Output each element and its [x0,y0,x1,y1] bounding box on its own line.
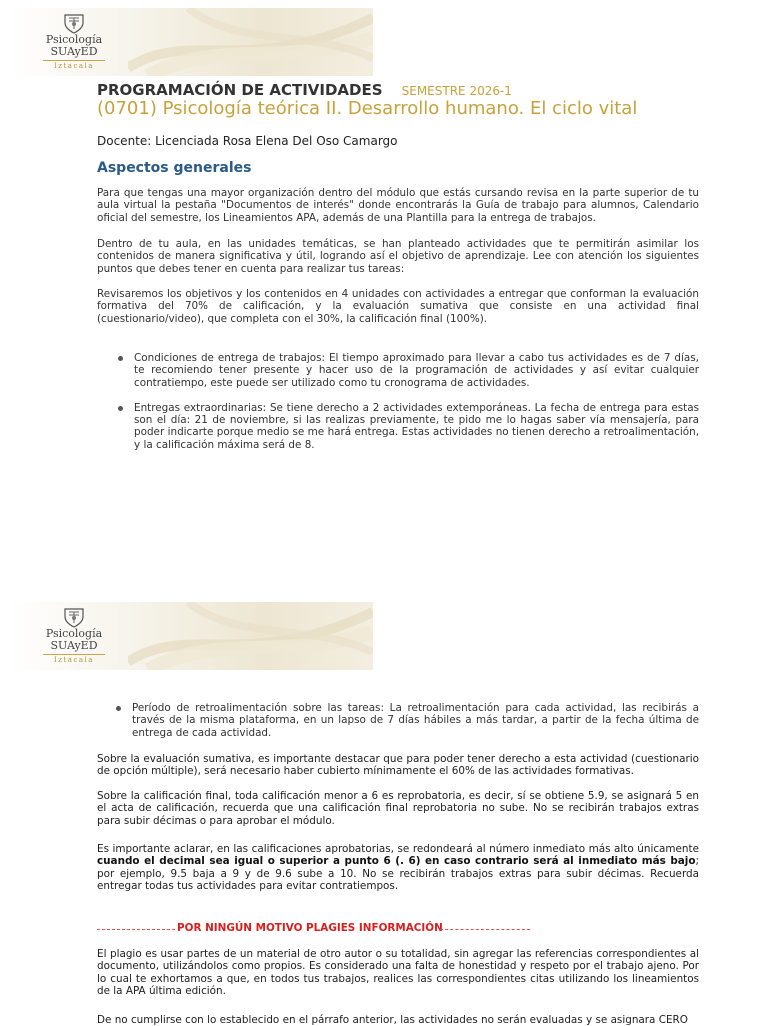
bullet-list-1 [118,352,699,451]
paragraph-evaluation: Revisaremos los objetivos y los contenidos en 4 unidades con actividades a entregar que conforman la evaluación formativa del 70% de calificación, y la evaluación sumativa que consiste en una actividad final (cuestionario/video), que completa con el 30%, la calificación final (100%). [97,288,699,325]
page-title: PROGRAMACIÓN DE ACTIVIDADES [97,81,383,99]
bullet-dot [116,706,121,711]
plagiarism-warning [97,922,537,936]
course-subtitle: (0701) Psicología teórica II. Desarrollo humano. El ciclo vital [97,98,638,119]
bullet-text: Condiciones de entrega de trabajos: El tiempo aproximado para llevar a cabo tus actividades es de 7 días, te recomiendo tener presente y hacer uso de la programación de actividades y así evitar cualquier contratiempo, este puede ser utilizado como tu cronograma de actividades. [134,352,699,389]
unam-crest-icon [62,12,86,34]
paragraph-activities: Dentro de tu aula, en las unidades temáticas, se han planteado actividades que te permitirán asimilar los contenidos de manera significativa y útil, logrando así el objetivo de aprendizaje. Lee con atención los siguientes puntos que debes tener en cuenta para realizar tus tareas: [97,238,699,275]
logo-divider [43,60,105,61]
psicologia-suayed-logo [36,606,112,664]
bullet-text: Período de retroalimentación sobre las tareas: La retroalimentación para cada actividad, las recibirás a través de la misma plataforma, en un lapso de 7 días hábiles a más tardar, a partir de la fecha última de entrega de cada actividad. [132,702,699,739]
logo-text-psicologia: Psicología [45,627,103,640]
logo-divider [43,654,105,655]
section-heading: Aspectos generales [97,160,252,176]
rounding-text-end: ; por ejemplo, 9.5 baja a 9 y de 9.6 sube a 10. No se recibirán trabajos extras para subir décimas. Recuerda entregar todas tus actividades para evitar contratiempos. [97,855,699,892]
header-banner [8,8,373,76]
unam-crest-icon [62,606,86,628]
bullet-text: Entregas extraordinarias: Se tiene derecho a 2 actividades extemporáneas. La fecha de entrega para estas son el día: 21 de noviembre, si las realizas previamente, te pido me lo hagas saber vía mensajería, para poder indicarte porque medio se me hará entrega. Estas actividades no tienen derecho a retroalimentación, y la calificación máxima será de 8. [134,401,699,451]
warning-text: POR NINGÚN MOTIVO PLAGIES INFORMACIÓN [177,922,443,934]
logo-text-suayed: SUAyED [50,45,98,58]
paragraph-documents: Para que tengas una mayor organización dentro del módulo que estás cursando revisa en la parte superior de tu aula virtual la pestaña "Documentos de interés" donde encontrarás la Guía de trabajo para alumnos, Calendario oficial del semestre, los Lineamientos APA, además de una Plantilla para la entrega de trabajos. [97,187,699,224]
warning-line-left [97,929,175,930]
logo-text-iztacala: Iztacala [54,62,94,70]
bullet-dot [118,406,123,411]
rounding-rule-bold: cuando el decimal sea igual o superior a punto 6 (. 6) en caso contrario será al inmediato más bajo [97,855,696,868]
logo-text-psicologia: Psicología [45,33,103,46]
logo-text-iztacala: Iztacala [54,656,94,664]
bullet-dot [118,356,123,361]
list-item [118,402,699,451]
paragraph-final-grade: Sobre la calificación final, toda calificación menor a 6 es reprobatoria, es decir, sí se obtiene 5.9, se asignará 5 en el acta de calificación, recuerda que una calificación final reprobatoria no sube. No se recibirán trabajos extras para subir décimas o para aprobar el módulo. [97,790,699,827]
paragraph-rounding [97,843,699,892]
bullet-list-2 [116,702,699,739]
list-item [118,352,699,389]
title-row [97,80,512,99]
page-separator [0,588,768,600]
paragraph-summative: Sobre la evaluación sumativa, es importante destacar que para poder tener derecho a esta actividad (cuestionario de opción múltiple), será necesario haber cubierto mínimamente el 60% de las actividades formativas. [97,753,699,778]
header-banner [8,602,373,670]
teacher-name: Docente: Licenciada Rosa Elena Del Oso Camargo [97,134,398,148]
logo-text-suayed: SUAyED [50,639,98,652]
paragraph-plagiarism: El plagio es usar partes de un material de otro autor o su totalidad, sin agregar las referencias correspondientes al documento, utilizándolos como propios. Es considerado una falta de honestidad y respeto por el trabajo ajeno. Por lo cual te exhortamos a que, en todos tus trabajos, realices las correspondientes citas utilizando los lineamientos de la APA última edición. [97,948,699,997]
paragraph-consequence: De no cumplirse con lo establecido en el párrafo anterior, las actividades no serán evaluadas y se asignara CERO [97,1014,688,1026]
semester-label: SEMESTRE 2026-1 [401,84,512,98]
rounding-text-start: Es importante aclarar, en las calificaciones aprobatorias, se redondeará al número inmediato más alto únicamente [97,843,699,855]
psicologia-suayed-logo [36,12,112,70]
list-item [116,702,699,739]
decorative-swirl [128,8,373,76]
decorative-swirl [128,602,373,670]
warning-line-right [440,929,530,930]
